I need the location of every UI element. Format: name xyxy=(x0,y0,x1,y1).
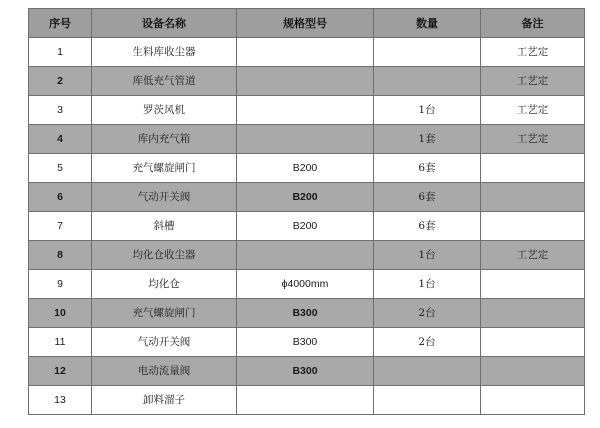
cell-spec xyxy=(237,125,374,154)
cell-no: 3 xyxy=(29,96,92,125)
cell-name: 充气螺旋闸门 xyxy=(92,299,237,328)
cell-name: 均化仓 xyxy=(92,270,237,299)
cell-note xyxy=(481,270,585,299)
cell-no: 5 xyxy=(29,154,92,183)
cell-no: 13 xyxy=(29,386,92,415)
cell-spec xyxy=(237,38,374,67)
cell-no: 8 xyxy=(29,241,92,270)
cell-name: 电动流量阀 xyxy=(92,357,237,386)
cell-qty: 2台 xyxy=(374,328,481,357)
cell-name: 库内充气箱 xyxy=(92,125,237,154)
cell-name: 罗茨风机 xyxy=(92,96,237,125)
table-row xyxy=(29,212,585,241)
cell-name: 气动开关阀 xyxy=(92,183,237,212)
cell-qty xyxy=(374,357,481,386)
cell-note: 工艺定 xyxy=(481,67,585,96)
cell-qty: 6套 xyxy=(374,183,481,212)
cell-spec xyxy=(237,96,374,125)
cell-spec: B300 xyxy=(237,299,374,328)
cell-qty: 1台 xyxy=(374,270,481,299)
cell-spec xyxy=(237,67,374,96)
table-row xyxy=(29,270,585,299)
cell-no: 2 xyxy=(29,67,92,96)
cell-qty: 2台 xyxy=(374,299,481,328)
cell-qty: 6套 xyxy=(374,154,481,183)
cell-spec: B200 xyxy=(237,183,374,212)
header-spec: 规格型号 xyxy=(237,9,374,38)
cell-spec xyxy=(237,386,374,415)
cell-qty xyxy=(374,386,481,415)
cell-spec xyxy=(237,241,374,270)
cell-name: 卸料溜子 xyxy=(92,386,237,415)
cell-no: 7 xyxy=(29,212,92,241)
cell-note xyxy=(481,328,585,357)
cell-note: 工艺定 xyxy=(481,38,585,67)
header-name: 设备名称 xyxy=(92,9,237,38)
equipment-table xyxy=(28,8,585,415)
table-row xyxy=(29,299,585,328)
cell-name: 均化仓收尘器 xyxy=(92,241,237,270)
cell-qty: 1台 xyxy=(374,241,481,270)
cell-note xyxy=(481,154,585,183)
table-header xyxy=(29,9,585,38)
cell-note xyxy=(481,183,585,212)
header-row xyxy=(29,9,585,38)
table-row xyxy=(29,241,585,270)
cell-no: 9 xyxy=(29,270,92,299)
cell-note xyxy=(481,299,585,328)
table-row xyxy=(29,125,585,154)
cell-spec: B300 xyxy=(237,357,374,386)
cell-spec: B200 xyxy=(237,212,374,241)
cell-no: 6 xyxy=(29,183,92,212)
cell-no: 10 xyxy=(29,299,92,328)
table-row xyxy=(29,357,585,386)
cell-note xyxy=(481,357,585,386)
cell-note: 工艺定 xyxy=(481,125,585,154)
table-row xyxy=(29,328,585,357)
cell-no: 11 xyxy=(29,328,92,357)
cell-spec: ϕ4000mm xyxy=(237,270,374,299)
header-no: 序号 xyxy=(29,9,92,38)
table-row xyxy=(29,154,585,183)
table-row xyxy=(29,96,585,125)
cell-spec: B200 xyxy=(237,154,374,183)
cell-qty: 6套 xyxy=(374,212,481,241)
cell-qty xyxy=(374,38,481,67)
cell-name: 气动开关阀 xyxy=(92,328,237,357)
table-row xyxy=(29,183,585,212)
cell-note xyxy=(481,386,585,415)
table-row xyxy=(29,386,585,415)
cell-name: 斜槽 xyxy=(92,212,237,241)
table-body xyxy=(29,38,585,415)
cell-qty: 1台 xyxy=(374,96,481,125)
cell-qty xyxy=(374,67,481,96)
cell-name: 生料库收尘器 xyxy=(92,38,237,67)
table-row xyxy=(29,67,585,96)
cell-note: 工艺定 xyxy=(481,96,585,125)
table-row xyxy=(29,38,585,67)
cell-no: 12 xyxy=(29,357,92,386)
cell-name: 库低充气管道 xyxy=(92,67,237,96)
cell-no: 1 xyxy=(29,38,92,67)
cell-no: 4 xyxy=(29,125,92,154)
header-qty: 数量 xyxy=(374,9,481,38)
cell-name: 充气螺旋闸门 xyxy=(92,154,237,183)
cell-qty: 1套 xyxy=(374,125,481,154)
cell-note: 工艺定 xyxy=(481,241,585,270)
header-note: 备注 xyxy=(481,9,585,38)
cell-spec: B300 xyxy=(237,328,374,357)
cell-note xyxy=(481,212,585,241)
